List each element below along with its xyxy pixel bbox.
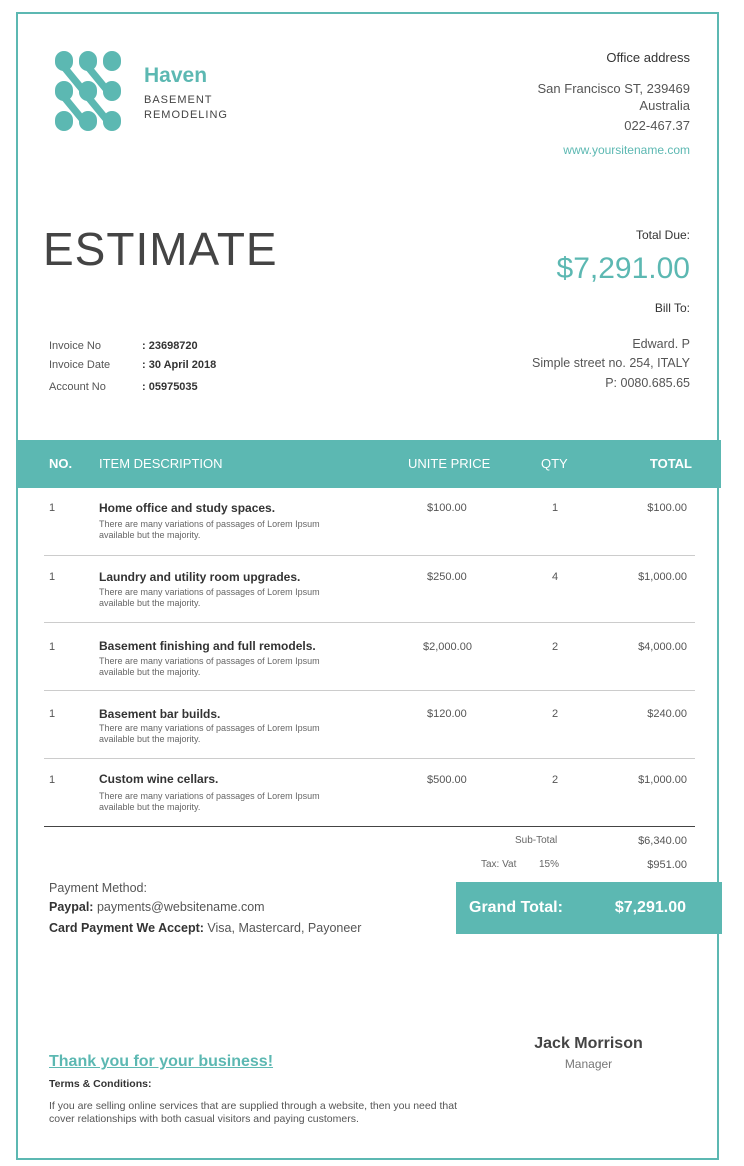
item-price: $250.00 xyxy=(427,571,467,583)
bill-to-address: Simple street no. 254, ITALY xyxy=(532,356,690,370)
terms-text: If you are selling online services that are supplied through a website, then you need that cover relationships with both casual visitors and paying customers. xyxy=(49,1100,458,1125)
row-divider xyxy=(44,555,695,556)
row-no: 1 xyxy=(49,708,56,720)
item-price: $500.00 xyxy=(427,774,467,786)
office-label: Office address xyxy=(606,50,690,65)
molecule-dots-logo-icon xyxy=(55,51,127,131)
item-qty: 2 xyxy=(552,641,559,653)
website-link[interactable]: www.yoursitename.com xyxy=(563,143,690,157)
row-divider xyxy=(44,690,695,691)
col-price-header: UNITE PRICE xyxy=(408,456,491,471)
tax-rate: 15% xyxy=(539,859,560,870)
payment-method-title: Payment Method: xyxy=(49,881,147,895)
item-qty: 2 xyxy=(552,708,559,720)
document-title: ESTIMATE xyxy=(43,223,278,275)
item-title: Basement bar builds. xyxy=(99,707,221,721)
bill-to-name: Edward. P xyxy=(632,337,690,351)
item-total: $100.00 xyxy=(647,502,687,514)
total-due-label: Total Due: xyxy=(635,228,690,242)
item-description: There are many variations of passages of Lorem Ipsum available but the majority. xyxy=(99,791,320,812)
row-divider xyxy=(44,622,695,623)
grand-total-value: $7,291.00 xyxy=(614,899,686,916)
grand-total-box xyxy=(456,882,722,934)
brand-tagline-2: REMODELING xyxy=(144,109,228,121)
item-total: $1,000.00 xyxy=(638,774,687,786)
bill-to-label: Bill To: xyxy=(654,301,690,315)
item-qty: 4 xyxy=(552,571,559,583)
bill-to-phone: P: 0080.685.65 xyxy=(605,376,690,390)
item-description: There are many variations of passages of Lorem Ipsum available but the majority. xyxy=(99,519,320,540)
item-total: $4,000.00 xyxy=(638,641,687,653)
row-no: 1 xyxy=(49,641,56,653)
office-phone: 022-467.37 xyxy=(624,118,690,133)
row-no: 1 xyxy=(49,571,56,583)
brand-tagline-1: BASEMENT xyxy=(144,94,213,106)
signatory-role: Manager xyxy=(564,1057,613,1071)
col-qty-header: QTY xyxy=(541,456,568,471)
card-payment-methods: Visa, Mastercard, Payoneer xyxy=(207,921,362,935)
document-border xyxy=(16,12,719,1160)
item-title: Basement finishing and full remodels. xyxy=(99,639,316,653)
item-title: Laundry and utility room upgrades. xyxy=(99,570,301,584)
item-price: $100.00 xyxy=(427,502,467,514)
subtotal-label: Sub-Total xyxy=(515,835,558,846)
invoice-date-value: : 30 April 2018 xyxy=(142,359,217,371)
item-title: Home office and study spaces. xyxy=(99,501,276,515)
paypal-label: Paypal: xyxy=(49,900,94,914)
row-divider xyxy=(44,758,695,759)
account-no-value: : 05975035 xyxy=(142,381,198,393)
item-title: Custom wine cellars. xyxy=(99,772,219,786)
invoice-no-value: : 23698720 xyxy=(142,340,198,352)
signatory-name: Jack Morrison xyxy=(534,1035,643,1052)
item-total: $1,000.00 xyxy=(638,571,687,583)
item-description: There are many variations of passages of Lorem Ipsum available but the majority. xyxy=(99,587,320,608)
totals-divider xyxy=(44,826,695,827)
subtotal-value: $6,340.00 xyxy=(638,835,687,847)
card-payment-line xyxy=(49,921,361,935)
item-description: There are many variations of passages of Lorem Ipsum available but the majority. xyxy=(99,723,320,744)
paypal-line xyxy=(49,900,265,914)
tax-value: $951.00 xyxy=(647,859,687,871)
office-address-line1: San Francisco ST, 239469 xyxy=(537,81,690,96)
col-total-header: TOTAL xyxy=(649,456,692,471)
paypal-email: payments@websitename.com xyxy=(96,900,265,914)
brand-name: Haven xyxy=(144,64,208,87)
terms-title: Terms & Conditions: xyxy=(49,1078,152,1090)
col-desc-header: ITEM DESCRIPTION xyxy=(99,456,223,471)
item-qty: 1 xyxy=(552,502,559,514)
row-no: 1 xyxy=(49,502,56,514)
invoice-date-label: Invoice Date xyxy=(49,359,111,371)
grand-total-label: Grand Total: xyxy=(469,899,563,916)
item-price: $2,000.00 xyxy=(423,641,472,653)
col-no-header: NO. xyxy=(49,456,73,471)
item-price: $120.00 xyxy=(427,708,467,720)
row-no: 1 xyxy=(49,774,56,786)
item-total: $240.00 xyxy=(647,708,687,720)
card-payment-label: Card Payment We Accept: xyxy=(49,921,204,935)
thank-you-note: Thank you for your business! xyxy=(49,1053,274,1070)
invoice-no-label: Invoice No xyxy=(49,340,101,352)
item-qty: 2 xyxy=(552,774,559,786)
office-address-line2: Australia xyxy=(639,98,690,113)
item-description: There are many variations of passages of Lorem Ipsum available but the majority. xyxy=(99,656,320,677)
account-no-label: Account No xyxy=(49,381,106,393)
total-due-amount: $7,291.00 xyxy=(556,252,690,285)
tax-label: Tax: Vat xyxy=(481,859,517,870)
